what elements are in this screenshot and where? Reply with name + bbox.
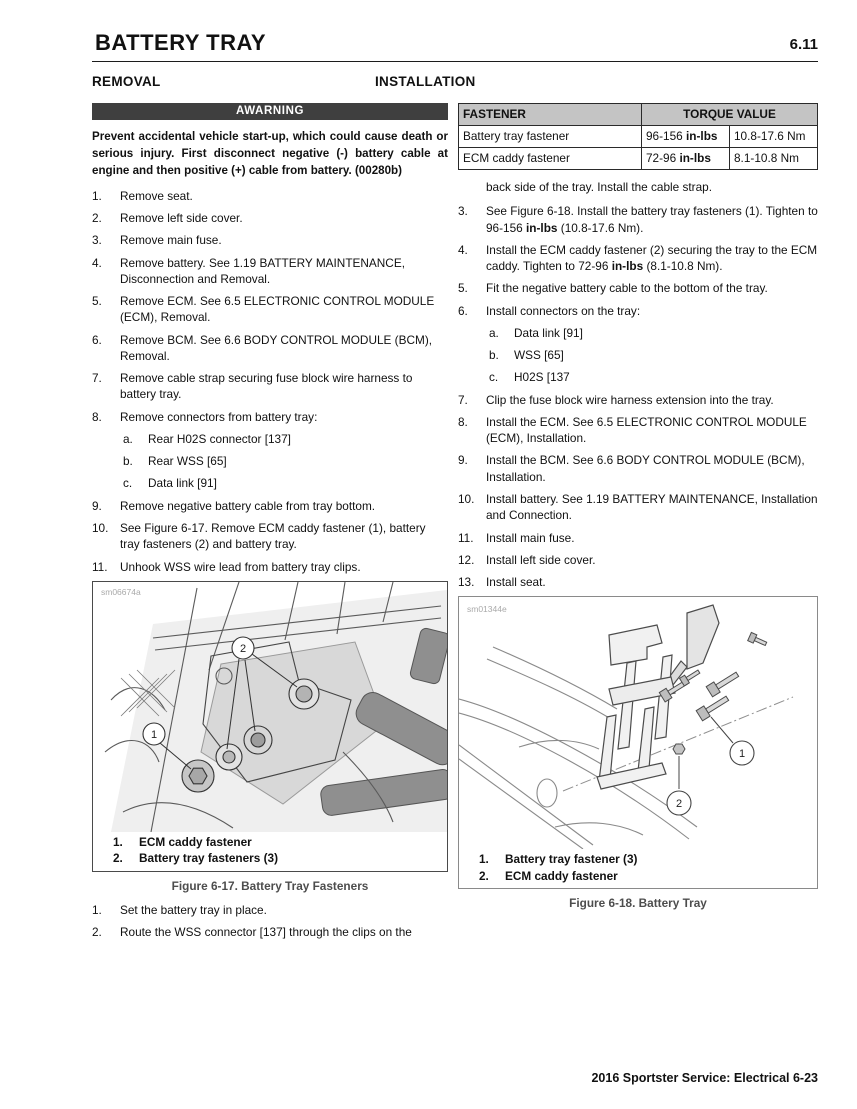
substep-text: WSS [65]: [514, 348, 564, 363]
figure-6-17-caption: Figure 6-17. Battery Tray Fasteners: [171, 878, 369, 893]
legend-item-label: ECM caddy fastener: [139, 834, 252, 849]
step-item: [458, 552, 818, 568]
step-text: Remove connectors from battery tray:: [120, 409, 318, 424]
step-item: [458, 203, 818, 236]
step-text: Install seat.: [486, 575, 546, 590]
step-text: Install the BCM. See 6.6 BODY CONTROL MODULE (BCM), Installation.: [486, 453, 805, 484]
step-text: Set the battery tray in place.: [120, 903, 267, 918]
step-number: 1.: [92, 188, 102, 203]
callout-1: [143, 723, 165, 745]
step-text: See Figure 6-17. Remove ECM caddy fastener (1), battery tray fasteners (2) and battery tray.: [120, 521, 426, 552]
substep-letter: a.: [123, 431, 133, 446]
torque-table-cell: Battery tray fastener: [459, 126, 642, 148]
callout-1: [730, 741, 754, 765]
step-item: [92, 255, 448, 288]
step-item: [458, 491, 818, 524]
step-text: Install main fuse.: [486, 530, 575, 545]
substep-item: [123, 453, 448, 469]
step-item: [92, 520, 448, 553]
battery-tray-bracket: [597, 605, 719, 789]
section-number: 6.11: [789, 36, 818, 53]
step-item: [92, 210, 448, 226]
substep-letter: b.: [489, 348, 499, 363]
legend-item-label: ECM caddy fastener: [505, 868, 618, 883]
step-text: Install the ECM caddy fastener (2) securing the tray to the ECM caddy. Tighten to 72-96 in-lbs (8.1-10.8 Nm).: [486, 242, 818, 274]
substep-text: Data link [91]: [148, 476, 217, 491]
torque-table-cell: ECM caddy fastener: [459, 148, 642, 170]
step-number: 1.: [92, 903, 102, 918]
legend-item: [113, 834, 447, 851]
figure-6-18-caption: Figure 6-18. Battery Tray: [569, 896, 707, 911]
step-item: [458, 530, 818, 546]
step-item: [92, 902, 448, 918]
step-text: Remove battery. See 1.19 BATTERY MAINTENANCE, Disconnection and Removal.: [120, 255, 405, 286]
callout-2-number: 2: [239, 642, 247, 655]
step-item: [458, 414, 818, 447]
figure-6-18: [458, 596, 818, 889]
step-number: 6.: [92, 332, 102, 347]
leader-lines: [679, 717, 733, 789]
step-number: 9.: [92, 498, 102, 513]
substep-letter: c.: [123, 476, 133, 491]
substep-text: Rear WSS [65]: [148, 454, 227, 469]
torque-table-cell: 96-156 in-lbs: [642, 126, 730, 148]
step-item: [458, 574, 818, 590]
step-item: [92, 370, 448, 403]
step-text: Fit the negative battery cable to the bottom of the tray.: [486, 281, 768, 296]
step-text: Install the ECM. See 6.5 ELECTRONIC CONTROL MODULE (ECM), Installation.: [486, 414, 807, 446]
step-text: Remove left side cover.: [120, 211, 243, 226]
step-number: 10.: [92, 521, 109, 536]
figure-watermark: sm06674a: [101, 586, 141, 597]
figure-6-17-drawing: [93, 582, 447, 832]
legend-item-number: 1.: [479, 852, 489, 867]
legend-item-number: 1.: [113, 834, 123, 849]
warning-banner: AWARNING: [92, 103, 448, 120]
step-number: 7.: [92, 371, 102, 386]
torque-table-row: [459, 126, 818, 148]
step-text: Route the WSS connector [137] through the clips on the: [120, 925, 412, 940]
torque-table: [458, 103, 818, 170]
step-item: [458, 392, 818, 408]
step-text: Install left side cover.: [486, 552, 596, 567]
step-text: Remove negative battery cable from tray bottom.: [120, 498, 376, 513]
step-number: 2.: [92, 211, 102, 226]
torque-table-body: [459, 126, 818, 170]
torque-table-cell: 10.8-17.6 Nm: [730, 126, 818, 148]
header-rule: [92, 61, 818, 62]
step-number: 10.: [458, 491, 475, 506]
removal-column: [92, 103, 448, 947]
step-item: [458, 452, 818, 485]
step-number: 9.: [458, 453, 468, 468]
legend-item-number: 2.: [113, 851, 123, 866]
step-text: Remove cable strap securing fuse block wire harness to battery tray.: [120, 371, 413, 402]
substep-letter: c.: [489, 370, 499, 385]
step-number: 12.: [458, 552, 475, 567]
substep-item: [489, 347, 818, 363]
step-item: [92, 232, 448, 248]
step-number: 5.: [92, 294, 102, 309]
legend-item-number: 2.: [479, 868, 489, 883]
step-text: Remove ECM. See 6.5 ELECTRONIC CONTROL MODULE (ECM), Removal.: [120, 294, 435, 325]
legend-item: [113, 850, 447, 867]
torque-table-row: [459, 148, 818, 170]
callout-2: [667, 791, 691, 815]
substep-letter: b.: [123, 454, 133, 469]
callout-1-number: 1: [150, 728, 158, 741]
torque-table-header-fastener: FASTENER: [459, 104, 642, 126]
removal-heading: REMOVAL: [92, 74, 161, 89]
callout-2-number: 2: [675, 798, 683, 811]
step-text: See Figure 6-18. Install the battery tray fasteners (1). Tighten to 96-156 in-lbs (10.8-17.6 Nm).: [486, 204, 818, 235]
step-number: 8.: [458, 414, 468, 429]
torque-table-cell: 72-96 in-lbs: [642, 148, 730, 170]
warning-text: Prevent accidental vehicle start-up, which could cause death or serious injury. First disconnect negative (-) battery cable at engine and then positive (+) cable from battery. (00280b): [92, 130, 448, 177]
installation-column: [458, 103, 818, 920]
step-number: 4.: [92, 255, 102, 270]
step-item: [92, 924, 448, 940]
substep-item: [489, 369, 818, 385]
step-number: 7.: [458, 392, 468, 407]
step-number: 13.: [458, 575, 475, 590]
removal-steps: [92, 188, 448, 575]
step-item: [92, 498, 448, 514]
substep-item: [123, 431, 448, 447]
legend-item: [479, 851, 817, 868]
installation-steps-right: [458, 203, 818, 590]
callout-1-number: 1: [738, 748, 746, 761]
torque-table-cell: 8.1-10.8 Nm: [730, 148, 818, 170]
step-number: 11.: [92, 559, 108, 574]
step-number: 6.: [458, 303, 468, 318]
step-text: Remove BCM. See 6.6 BODY CONTROL MODULE (BCM), Removal.: [120, 332, 433, 363]
step-text: Remove main fuse.: [120, 233, 222, 248]
step-number: 2.: [92, 925, 102, 940]
step-number: 4.: [458, 242, 468, 257]
step-number: 3.: [458, 204, 468, 219]
figure-6-18-drawing: [459, 597, 817, 849]
substep-text: Rear H02S connector [137]: [148, 431, 291, 446]
page-title: BATTERY TRAY: [95, 30, 267, 55]
step-item: [92, 293, 448, 326]
substep-text: Data link [91]: [514, 325, 583, 340]
substep-item: [123, 475, 448, 491]
substep-item: [489, 325, 818, 341]
step-item: [92, 409, 448, 425]
legend-item-label: Battery tray fasteners (3): [139, 851, 278, 866]
step-item: [92, 188, 448, 204]
substep-letter: a.: [489, 325, 499, 340]
step-item: [458, 280, 818, 296]
step-text: Remove seat.: [120, 188, 193, 203]
substep-text: H02S [137: [514, 370, 570, 385]
step-number: 5.: [458, 281, 468, 296]
torque-table-header-torque-value: TORQUE VALUE: [642, 104, 818, 126]
step-text: Clip the fuse block wire harness extension into the tray.: [486, 392, 774, 407]
callout-2: [232, 637, 254, 659]
step-number: 11.: [458, 530, 474, 545]
step-text: Unhook WSS wire lead from battery tray clips.: [120, 559, 361, 574]
step-text: Install connectors on the tray:: [486, 303, 641, 318]
step-text: Install battery. See 1.19 BATTERY MAINTENANCE, Installation and Connection.: [486, 491, 818, 523]
legend-item-label: Battery tray fastener (3): [505, 852, 638, 867]
step-item: [458, 303, 818, 319]
step-item: [92, 559, 448, 575]
page-footer: 2016 Sportster Service: Electrical 6-23: [591, 1071, 818, 1085]
figure-6-18-legend: [459, 849, 817, 888]
installation-heading: INSTALLATION: [375, 74, 476, 89]
step-item: [458, 242, 818, 275]
step-number: 8.: [92, 409, 102, 424]
step-number: 3.: [92, 233, 102, 248]
figure-6-17-legend: [93, 832, 447, 871]
step-item: [92, 332, 448, 365]
installation-steps-left: [92, 902, 448, 941]
figure-6-17: [92, 581, 448, 872]
step-2-continuation-text: back side of the tray. Install the cable strap.: [486, 180, 713, 194]
legend-item: [479, 868, 817, 885]
figure-watermark: sm01344e: [467, 604, 507, 615]
